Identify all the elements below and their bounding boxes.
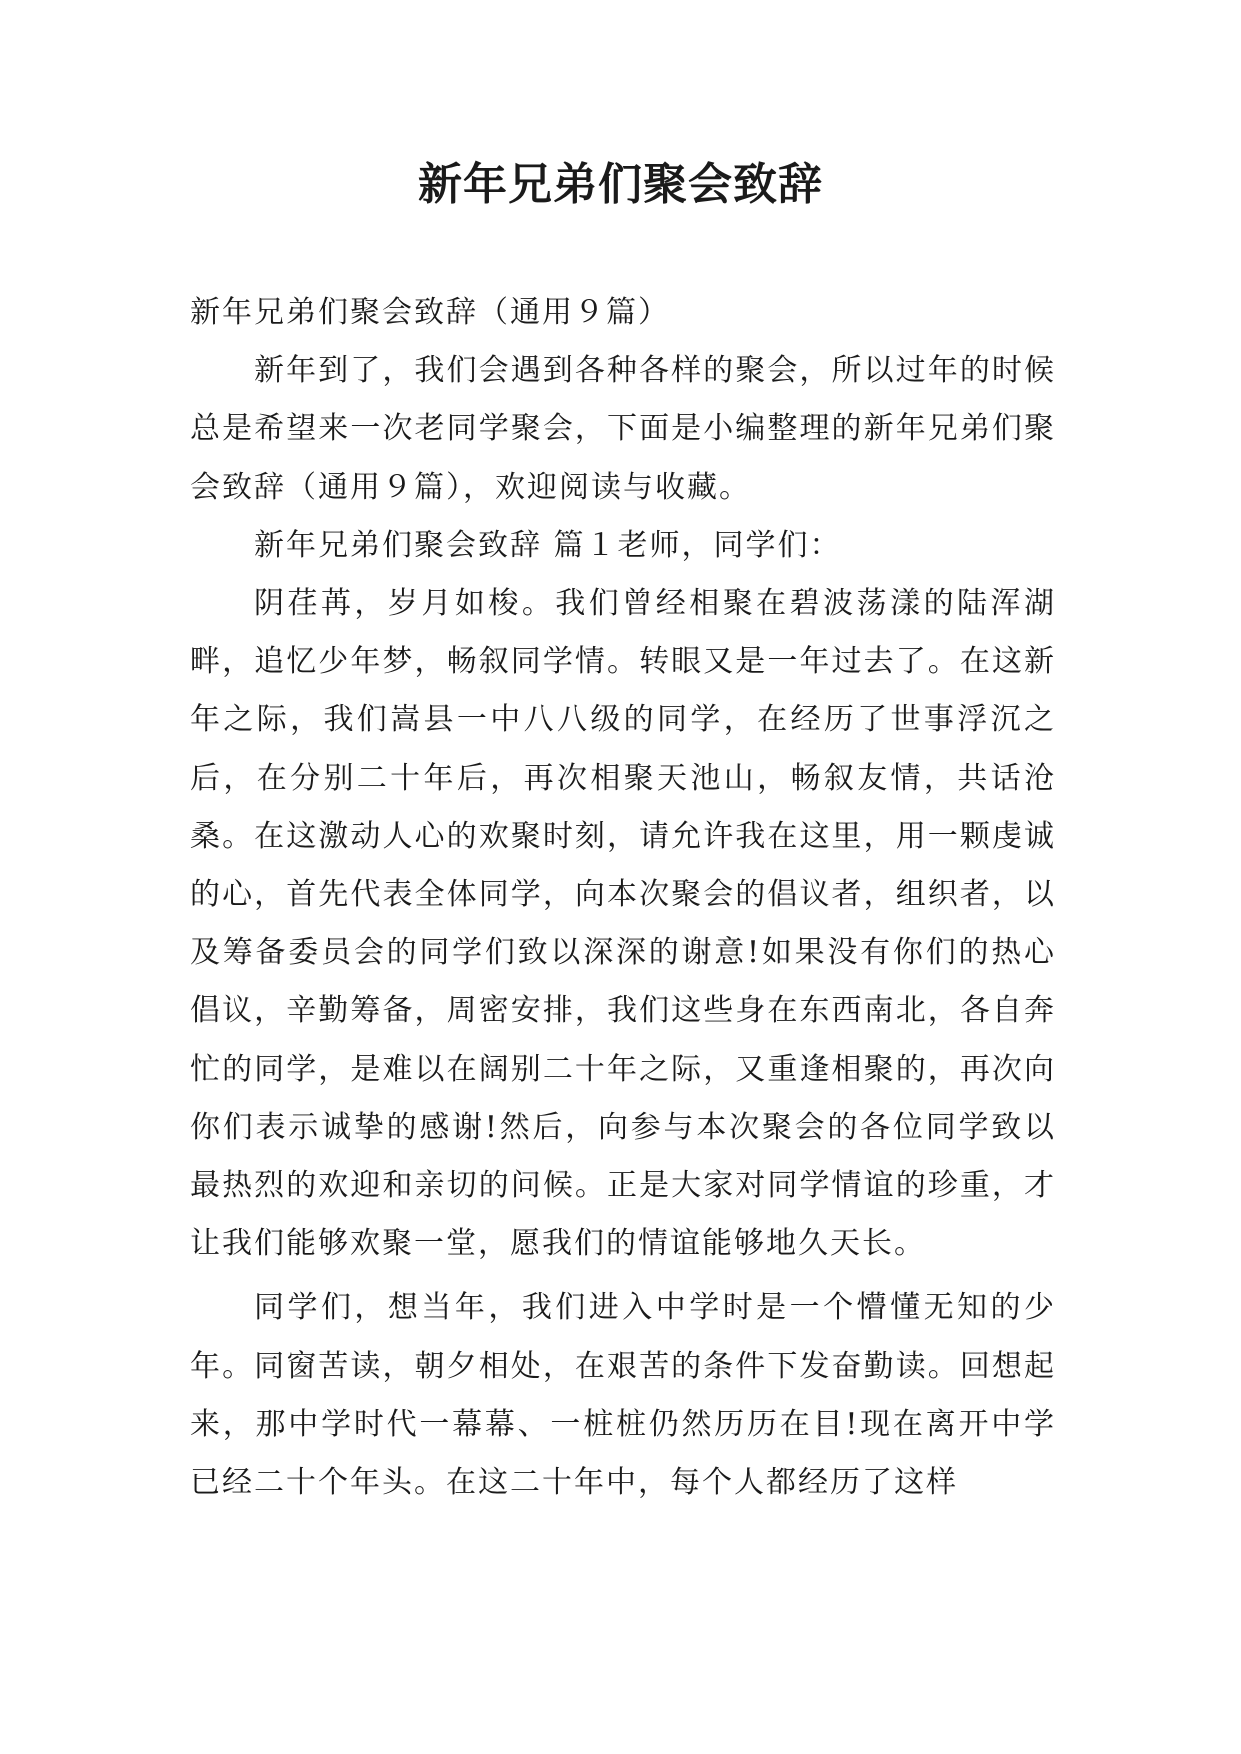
- document-title: 新年兄弟们聚会致辞: [418, 159, 823, 210]
- paragraph-section-heading: 新年兄弟们聚会致辞 篇１老师，同学们：: [254, 527, 842, 563]
- paragraph-speech-1: 阴荏苒，岁月如梭。我们曾经相聚在碧波荡漾的陆浑湖畔，追忆少年梦，畅叙同学情。转眼又是一年过去了。在这新年之际，我们嵩县一中八八级的同学，在经历了世事浮沉之后，在分别二十年后，再次相聚天池山，畅叙友情，共话沧桑。在这激动人心的欢聚时刻，请允许我在这里，用一颗虔诚的心，首先代表全体同学，向本次聚会的倡议者，组织者，以及筹备委员会的同学们致以深深的谢意!如果没有你们的热心倡议，辛勤筹备，周密安排，我们这些身在东西南北，各自奔忙的同学，是难以在阔别二十年之际，又重逢相聚的，再次向你们表示诚挚的感谢!然后，向参与本次聚会的各位同学致以最热烈的欢迎和亲切的问候。正是大家对同学情谊的珍重，才让我们能够欢聚一堂，愿我们的情谊能够地久天长。: [190, 586, 1056, 1262]
- document-body: [190, 284, 1056, 1512]
- paragraph-intro: 新年到了，我们会遇到各种各样的聚会，所以过年的时候总是希望来一次老同学聚会，下面是小编整理的新年兄弟们聚会致辞（通用９篇），欢迎阅读与收藏。: [190, 353, 1056, 505]
- document-subtitle: 新年兄弟们聚会致辞（通用９篇）: [190, 295, 670, 330]
- paragraph-speech-2: 同学们，想当年，我们进入中学时是一个懵懂无知的少年。同窗苦读，朝夕相处，在艰苦的条件下发奋勤读。回想起来，那中学时代一幕幕、一桩桩仍然历历在目!现在离开中学已经二十个年头。在这二十年中，每个人都经历了这样: [190, 1290, 1056, 1501]
